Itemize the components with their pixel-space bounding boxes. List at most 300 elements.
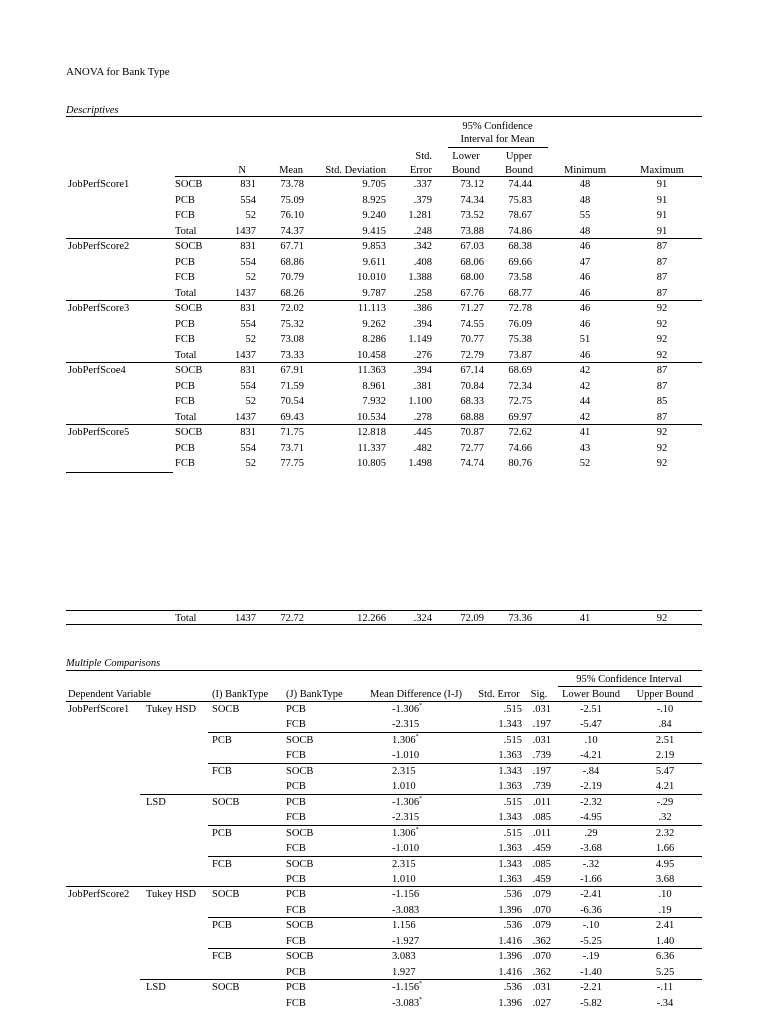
table-cell: PCB: [175, 257, 195, 268]
table-cell: 48: [579, 226, 591, 237]
sig-value: .459: [532, 874, 551, 885]
table-cell: 67.91: [280, 365, 304, 376]
table-cell: 92: [656, 613, 668, 624]
j-label: PCB: [286, 967, 306, 978]
descriptives-bottom-rule: [66, 624, 702, 625]
lower-bound: .29: [584, 828, 598, 839]
sig-value: .011: [533, 797, 551, 808]
table-cell: 72.77: [460, 443, 484, 454]
lower-bound: -6.36: [580, 905, 602, 916]
mean-difference-value: 1.156: [392, 920, 416, 931]
lower-bound: -5.82: [580, 998, 602, 1009]
table-cell: .445: [413, 427, 432, 438]
table-cell: 87: [656, 272, 668, 283]
table-cell: .394: [413, 319, 432, 330]
table-cell: 72.02: [280, 303, 304, 314]
group-label: JobPerfScore1: [68, 179, 130, 190]
table-cell: 71.59: [280, 381, 304, 392]
table-cell: 74.55: [460, 319, 484, 330]
mean-difference: [392, 935, 419, 948]
upper-bound: 1.40: [655, 936, 675, 947]
table-cell: PCB: [175, 443, 195, 454]
table-cell: 92: [656, 458, 668, 469]
total-top-rule: [66, 610, 702, 611]
table-cell: .482: [413, 443, 432, 454]
mean-header: Mean: [279, 165, 303, 176]
mean-difference-value: -1.306: [392, 797, 420, 808]
group-separator: [66, 424, 702, 425]
table-cell: 72.09: [460, 613, 484, 624]
j-label: FCB: [286, 750, 306, 761]
upper-bound: 3.68: [655, 874, 675, 885]
std-error: .515: [503, 797, 522, 808]
table-cell: Total: [175, 288, 197, 299]
table-cell: 80.76: [508, 458, 532, 469]
table-cell: 67.76: [460, 288, 484, 299]
std-error: .536: [503, 920, 522, 931]
j-label: FCB: [286, 843, 306, 854]
table-cell: 70.77: [460, 334, 484, 345]
table-cell: Total: [175, 613, 197, 624]
table-cell: 73.36: [508, 613, 532, 624]
mean-difference: [392, 997, 422, 1010]
lower-bound: -.19: [582, 951, 600, 962]
table-cell: 554: [240, 257, 256, 268]
mean-difference: [392, 765, 416, 778]
table-cell: 9.240: [362, 210, 386, 221]
mean-difference-value: -3.083: [392, 998, 420, 1009]
significance-star: *: [415, 734, 419, 740]
std-error: 1.396: [498, 905, 522, 916]
table-cell: 554: [240, 443, 256, 454]
table-cell: 67.03: [460, 241, 484, 252]
table-cell: .324: [413, 613, 432, 624]
table-cell: .394: [413, 365, 432, 376]
table-cell: 87: [656, 241, 668, 252]
table-cell: 70.84: [460, 381, 484, 392]
lower-bound: .10: [584, 735, 598, 746]
table-cell: 41: [579, 427, 591, 438]
lower-bound: -1.40: [580, 967, 602, 978]
mean-difference-value: 2.315: [392, 766, 416, 777]
table-cell: .386: [413, 303, 432, 314]
upper-bound: 5.25: [655, 967, 675, 978]
table-cell: .248: [413, 226, 432, 237]
i-label: SOCB: [212, 704, 240, 715]
table-cell: 46: [579, 272, 591, 283]
group-label: JobPerfScore5: [68, 427, 130, 438]
method-label: Tukey HSD: [146, 704, 197, 715]
mean-difference: [392, 749, 419, 762]
table-cell: 75.38: [508, 334, 532, 345]
table-cell: 68.69: [508, 365, 532, 376]
table-cell: Total: [175, 350, 197, 361]
table-cell: SOCB: [175, 365, 203, 376]
sig-value: .197: [532, 719, 551, 730]
table-cell: 92: [656, 427, 668, 438]
table-cell: .408: [413, 257, 432, 268]
max-header: Maximum: [640, 165, 684, 176]
sig-value: .362: [532, 967, 551, 978]
upper-bound: 2.32: [655, 828, 675, 839]
table-cell: 831: [240, 179, 256, 190]
descriptives-top-rule: [66, 116, 702, 117]
table-cell: 91: [656, 179, 668, 190]
lower-bound: -5.25: [580, 936, 602, 947]
upper-bound: .32: [658, 812, 672, 823]
lower-bound: -4.95: [580, 812, 602, 823]
table-cell: 52: [245, 396, 256, 407]
lb-header-2: Bound: [451, 165, 480, 176]
method-label: Tukey HSD: [146, 889, 197, 900]
mean-difference-value: 1.010: [392, 781, 416, 792]
i-header: (I) BankType: [212, 689, 269, 700]
significance-star: *: [419, 981, 423, 987]
table-cell: 91: [656, 210, 668, 221]
group-label: JobPerfScore3: [68, 303, 130, 314]
j-label: FCB: [286, 905, 306, 916]
table-cell: SOCB: [175, 427, 203, 438]
table-cell: 52: [245, 458, 256, 469]
mean-difference: [392, 703, 422, 716]
table-cell: 831: [240, 241, 256, 252]
j-label: SOCB: [286, 951, 314, 962]
table-cell: 72.34: [508, 381, 532, 392]
sig-value: .031: [532, 735, 551, 746]
table-cell: 8.286: [362, 334, 386, 345]
lower-bound: -4.21: [580, 750, 602, 761]
mean-difference-value: -1.156: [392, 982, 420, 993]
table-cell: PCB: [175, 381, 195, 392]
dv-header: Dependent Variable: [68, 689, 151, 700]
upper-bound: -.34: [656, 998, 674, 1009]
table-cell: 69.97: [508, 412, 532, 423]
i-label: FCB: [212, 766, 232, 777]
table-cell: .379: [413, 195, 432, 206]
j-label: SOCB: [286, 920, 314, 931]
table-cell: 92: [656, 319, 668, 330]
table-cell: PCB: [175, 319, 195, 330]
descriptives-label: Descriptives: [66, 105, 119, 116]
i-label: FCB: [212, 859, 232, 870]
table-cell: 87: [656, 257, 668, 268]
table-cell: 67.71: [280, 241, 304, 252]
table-cell: 70.79: [280, 272, 304, 283]
lb-header-1: Lower: [452, 151, 480, 162]
table-cell: 68.00: [460, 272, 484, 283]
table-cell: 92: [656, 350, 668, 361]
table-cell: 71.75: [280, 427, 304, 438]
sig-value: .362: [532, 936, 551, 947]
table-cell: 9.611: [362, 257, 386, 268]
table-cell: 1437: [235, 613, 256, 624]
upper-bound: -.11: [656, 982, 674, 993]
table-cell: FCB: [175, 210, 195, 221]
table-cell: 74.34: [460, 195, 484, 206]
ci-header-line1: 95% Confidence: [462, 121, 533, 132]
dv-label: JobPerfScore1: [68, 704, 130, 715]
table-cell: SOCB: [175, 179, 203, 190]
table-cell: 75.83: [508, 195, 532, 206]
mean-difference-value: -2.315: [392, 812, 420, 823]
std-error: .515: [503, 735, 522, 746]
std-error: 1.363: [498, 843, 522, 854]
i-label: SOCB: [212, 889, 240, 900]
method-label: LSD: [146, 797, 166, 808]
table-cell: .381: [413, 381, 432, 392]
table-cell: 10.534: [357, 412, 386, 423]
j-header: (J) BankType: [286, 689, 343, 700]
table-cell: 9.705: [362, 179, 386, 190]
j-label: PCB: [286, 704, 306, 715]
table-cell: FCB: [175, 272, 195, 283]
table-cell: 52: [245, 334, 256, 345]
i-separator: [208, 763, 702, 764]
group-separator: [66, 300, 702, 301]
table-cell: 1.388: [408, 272, 432, 283]
mean-difference-value: 1.306: [392, 828, 416, 839]
table-cell: 75.09: [280, 195, 304, 206]
table-cell: 75.32: [280, 319, 304, 330]
method-label: LSD: [146, 982, 166, 993]
table-cell: 52: [579, 458, 591, 469]
n-header: N: [238, 165, 246, 176]
j-label: PCB: [286, 982, 306, 993]
table-cell: 11.113: [357, 303, 386, 314]
j-label: SOCB: [286, 859, 314, 870]
mc-ci-header: 95% Confidence Interval: [576, 674, 682, 685]
lower-bound: -.84: [582, 766, 600, 777]
std-error: 1.343: [498, 812, 522, 823]
lower-bound: -2.51: [580, 704, 602, 715]
upper-bound: 5.47: [655, 766, 675, 777]
j-label: SOCB: [286, 828, 314, 839]
table-cell: 76.10: [280, 210, 304, 221]
j-label: SOCB: [286, 735, 314, 746]
std-error: .536: [503, 982, 522, 993]
table-cell: 1.281: [408, 210, 432, 221]
sig-value: .031: [532, 982, 551, 993]
table-cell: 74.66: [508, 443, 532, 454]
table-cell: .337: [413, 179, 432, 190]
table-cell: 46: [579, 241, 591, 252]
j-label: FCB: [286, 998, 306, 1009]
std-error: 1.416: [498, 936, 522, 947]
table-cell: 831: [240, 365, 256, 376]
mean-difference-value: -1.306: [392, 704, 420, 715]
std-error: 1.343: [498, 719, 522, 730]
mean-difference: [392, 981, 422, 994]
i-label: PCB: [212, 828, 232, 839]
mean-difference-value: -3.083: [392, 905, 420, 916]
i-label: SOCB: [212, 797, 240, 808]
table-cell: 9.787: [362, 288, 386, 299]
mean-difference-value: -1.156: [392, 889, 420, 900]
table-cell: 72.79: [460, 350, 484, 361]
md-header: Mean Difference (I-J): [370, 689, 462, 700]
std-error: .515: [503, 828, 522, 839]
mean-difference: [392, 904, 419, 917]
table-cell: 67.14: [460, 365, 484, 376]
sig-value: .070: [532, 905, 551, 916]
mean-difference: [392, 873, 416, 886]
table-cell: 68.33: [460, 396, 484, 407]
table-cell: 44: [579, 396, 591, 407]
descriptives-header-rule: [175, 176, 702, 177]
sig-value: .079: [532, 889, 551, 900]
table-cell: 73.58: [508, 272, 532, 283]
table-cell: .278: [413, 412, 432, 423]
mean-difference-value: -2.315: [392, 719, 420, 730]
upper-bound: 6.36: [655, 951, 675, 962]
lower-bound: -2.19: [580, 781, 602, 792]
page-title: ANOVA for Bank Type: [66, 66, 170, 78]
sig-value: .011: [533, 828, 551, 839]
std-error: .515: [503, 704, 522, 715]
table-cell: 48: [579, 179, 591, 190]
table-cell: 85: [656, 396, 668, 407]
table-cell: 10.458: [357, 350, 386, 361]
lower-bound: -.32: [582, 859, 600, 870]
group-separator: [66, 238, 702, 239]
table-cell: 43: [579, 443, 591, 454]
i-separator: [208, 917, 702, 918]
table-cell: 46: [579, 288, 591, 299]
mean-difference: [392, 796, 422, 809]
method-separator: [140, 979, 702, 980]
sig-value: .739: [532, 781, 551, 792]
table-cell: 73.88: [460, 226, 484, 237]
sig-value: .070: [532, 951, 551, 962]
table-cell: 12.266: [357, 613, 386, 624]
mean-difference-value: 1.927: [392, 967, 416, 978]
i-label: PCB: [212, 735, 232, 746]
table-cell: 68.26: [280, 288, 304, 299]
table-cell: 831: [240, 427, 256, 438]
j-label: SOCB: [286, 766, 314, 777]
table-cell: 73.78: [280, 179, 304, 190]
table-cell: 12.818: [357, 427, 386, 438]
mean-difference-value: 1.306: [392, 735, 416, 746]
multiple-comparisons-label: Multiple Comparisons: [66, 658, 161, 669]
table-cell: 71.27: [460, 303, 484, 314]
table-cell: 73.08: [280, 334, 304, 345]
table-cell: 68.86: [280, 257, 304, 268]
table-cell: .342: [413, 241, 432, 252]
mc-top-rule: [66, 670, 702, 671]
table-cell: 74.44: [508, 179, 532, 190]
std-error: 1.396: [498, 951, 522, 962]
table-cell: FCB: [175, 396, 195, 407]
mean-difference: [392, 858, 416, 871]
table-cell: 1.100: [408, 396, 432, 407]
table-cell: 554: [240, 195, 256, 206]
mean-difference-value: -1.010: [392, 750, 420, 761]
lower-bound: -2.21: [580, 982, 602, 993]
std-error: .536: [503, 889, 522, 900]
table-cell: 52: [245, 272, 256, 283]
sig-value: .197: [532, 766, 551, 777]
table-cell: 73.12: [460, 179, 484, 190]
std-error: 1.343: [498, 766, 522, 777]
std-error: 1.363: [498, 874, 522, 885]
sig-value: .079: [532, 920, 551, 931]
sig-value: .031: [532, 704, 551, 715]
table-cell: 78.67: [508, 210, 532, 221]
table-cell: 11.363: [357, 365, 386, 376]
table-cell: 8.925: [362, 195, 386, 206]
table-cell: 8.961: [362, 381, 386, 392]
table-cell: PCB: [175, 195, 195, 206]
upper-bound: -.29: [656, 797, 674, 808]
lb-header: Lower Bound: [561, 689, 621, 700]
lower-bound: -.10: [582, 920, 600, 931]
group-label: JobPerfScore2: [68, 241, 130, 252]
mean-difference: [392, 827, 419, 840]
j-label: PCB: [286, 889, 306, 900]
mean-difference-value: 3.083: [392, 951, 416, 962]
dv-separator: [66, 886, 702, 887]
i-separator: [208, 732, 702, 733]
table-cell: 70.87: [460, 427, 484, 438]
table-cell: 91: [656, 226, 668, 237]
table-cell: 10.805: [357, 458, 386, 469]
j-label: PCB: [286, 797, 306, 808]
std-error: 1.343: [498, 859, 522, 870]
table-cell: 42: [579, 365, 591, 376]
table-cell: 1437: [235, 350, 256, 361]
table-cell: 51: [579, 334, 591, 345]
lower-bound: -1.66: [580, 874, 602, 885]
table-cell: 72.72: [280, 613, 304, 624]
table-cell: 74.37: [280, 226, 304, 237]
mean-difference: [392, 966, 416, 979]
sig-value: .085: [532, 859, 551, 870]
mean-difference-value: 2.315: [392, 859, 416, 870]
group-underline: [66, 472, 173, 473]
significance-star: *: [419, 997, 423, 1003]
table-cell: 68.88: [460, 412, 484, 423]
j-label: PCB: [286, 874, 306, 885]
lower-bound: -3.68: [580, 843, 602, 854]
table-cell: 47: [579, 257, 591, 268]
table-cell: 68.77: [508, 288, 532, 299]
lower-bound: -5.47: [580, 719, 602, 730]
table-cell: 77.75: [280, 458, 304, 469]
i-label: PCB: [212, 920, 232, 931]
table-cell: 74.86: [508, 226, 532, 237]
table-cell: 73.87: [508, 350, 532, 361]
upper-bound: 4.95: [655, 859, 675, 870]
upper-bound: .19: [658, 905, 672, 916]
j-label: FCB: [286, 812, 306, 823]
significance-star: *: [419, 703, 423, 709]
table-cell: 87: [656, 288, 668, 299]
table-cell: 87: [656, 412, 668, 423]
table-cell: 42: [579, 412, 591, 423]
table-cell: 46: [579, 303, 591, 314]
table-cell: 73.71: [280, 443, 304, 454]
dv-label: JobPerfScore2: [68, 889, 130, 900]
ci-header-line2: Interval for Mean: [460, 134, 535, 145]
table-cell: .276: [413, 350, 432, 361]
ub-header-1: Upper: [505, 151, 533, 162]
table-cell: 92: [656, 303, 668, 314]
min-header: Minimum: [563, 165, 606, 176]
table-cell: 68.38: [508, 241, 532, 252]
method-separator: [140, 794, 702, 795]
table-cell: 72.62: [508, 427, 532, 438]
